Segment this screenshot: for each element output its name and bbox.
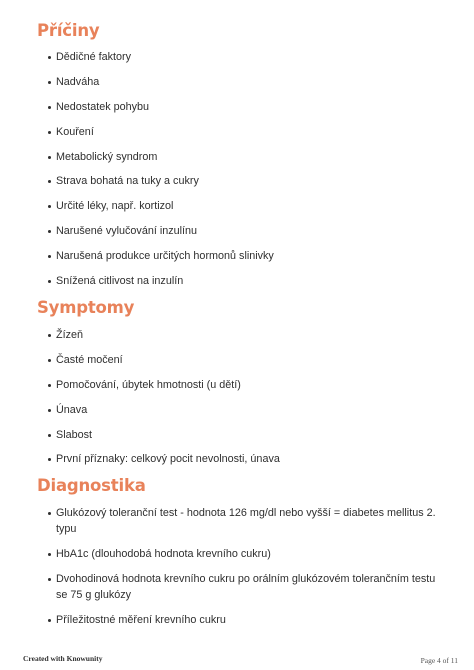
section-title-diagnostics: Diagnostika	[37, 476, 146, 495]
list-item: Časté močení	[37, 352, 447, 368]
list-item: HbA1c (dlouhodobá hodnota krevního cukru)	[37, 546, 447, 562]
bullet-icon	[48, 458, 51, 461]
bullet-icon	[48, 384, 51, 387]
bullet-icon	[48, 619, 51, 622]
list-item: Dědičné faktory	[37, 49, 447, 65]
section-title-symptoms: Symptomy	[37, 298, 135, 317]
bullet-icon	[48, 56, 51, 59]
section-symptoms	[37, 298, 447, 467]
list-item: Pomočování, úbytek hmotnosti (u dětí)	[37, 377, 447, 393]
section-causes	[37, 21, 447, 289]
list-item: Snížená citlivost na inzulín	[37, 273, 447, 289]
list-item: Kouření	[37, 124, 447, 140]
bullet-icon	[48, 512, 51, 515]
bullet-icon	[48, 156, 51, 159]
bullet-icon	[48, 230, 51, 233]
list-item: Narušená produkce určitých hormonů slinivky	[37, 248, 447, 264]
list-symptoms	[37, 327, 447, 467]
list-item: Slabost	[37, 427, 447, 443]
list-item: Strava bohatá na tuky a cukry	[37, 173, 447, 189]
bullet-icon	[48, 359, 51, 362]
list-item: Dvohodinová hodnota krevního cukru po orálním glukózovém tolerančním testu se 75 g glukózy	[37, 571, 447, 603]
list-item: Žízeň	[37, 327, 447, 343]
bullet-icon	[48, 434, 51, 437]
list-item: Metabolický syndrom	[37, 149, 447, 165]
bullet-icon	[48, 280, 51, 283]
footer-credit: Created with Knowunity	[23, 654, 103, 663]
section-diagnostics	[37, 476, 447, 628]
list-item: Příležitostné měření krevního cukru	[37, 612, 447, 628]
list-item: Určité léky, např. kortizol	[37, 198, 447, 214]
list-item: Únava	[37, 402, 447, 418]
bullet-icon	[48, 334, 51, 337]
list-item: První příznaky: celkový pocit nevolnosti, únava	[37, 451, 447, 467]
list-causes	[37, 49, 447, 289]
bullet-icon	[48, 578, 51, 581]
bullet-icon	[48, 106, 51, 109]
bullet-icon	[48, 131, 51, 134]
list-item: Nadváha	[37, 74, 447, 90]
list-item: Narušené vylučování inzulínu	[37, 223, 447, 239]
page-number: Page 4 of 11	[420, 656, 458, 665]
section-title-causes: Příčiny	[37, 21, 100, 40]
list-item: Nedostatek pohybu	[37, 99, 447, 115]
bullet-icon	[48, 255, 51, 258]
bullet-icon	[48, 205, 51, 208]
list-diagnostics	[37, 505, 447, 628]
bullet-icon	[48, 553, 51, 556]
bullet-icon	[48, 409, 51, 412]
bullet-icon	[48, 180, 51, 183]
bullet-icon	[48, 81, 51, 84]
list-item: Glukózový toleranční test - hodnota 126 mg/dl nebo vyšší = diabetes mellitus 2. typu	[37, 505, 447, 537]
